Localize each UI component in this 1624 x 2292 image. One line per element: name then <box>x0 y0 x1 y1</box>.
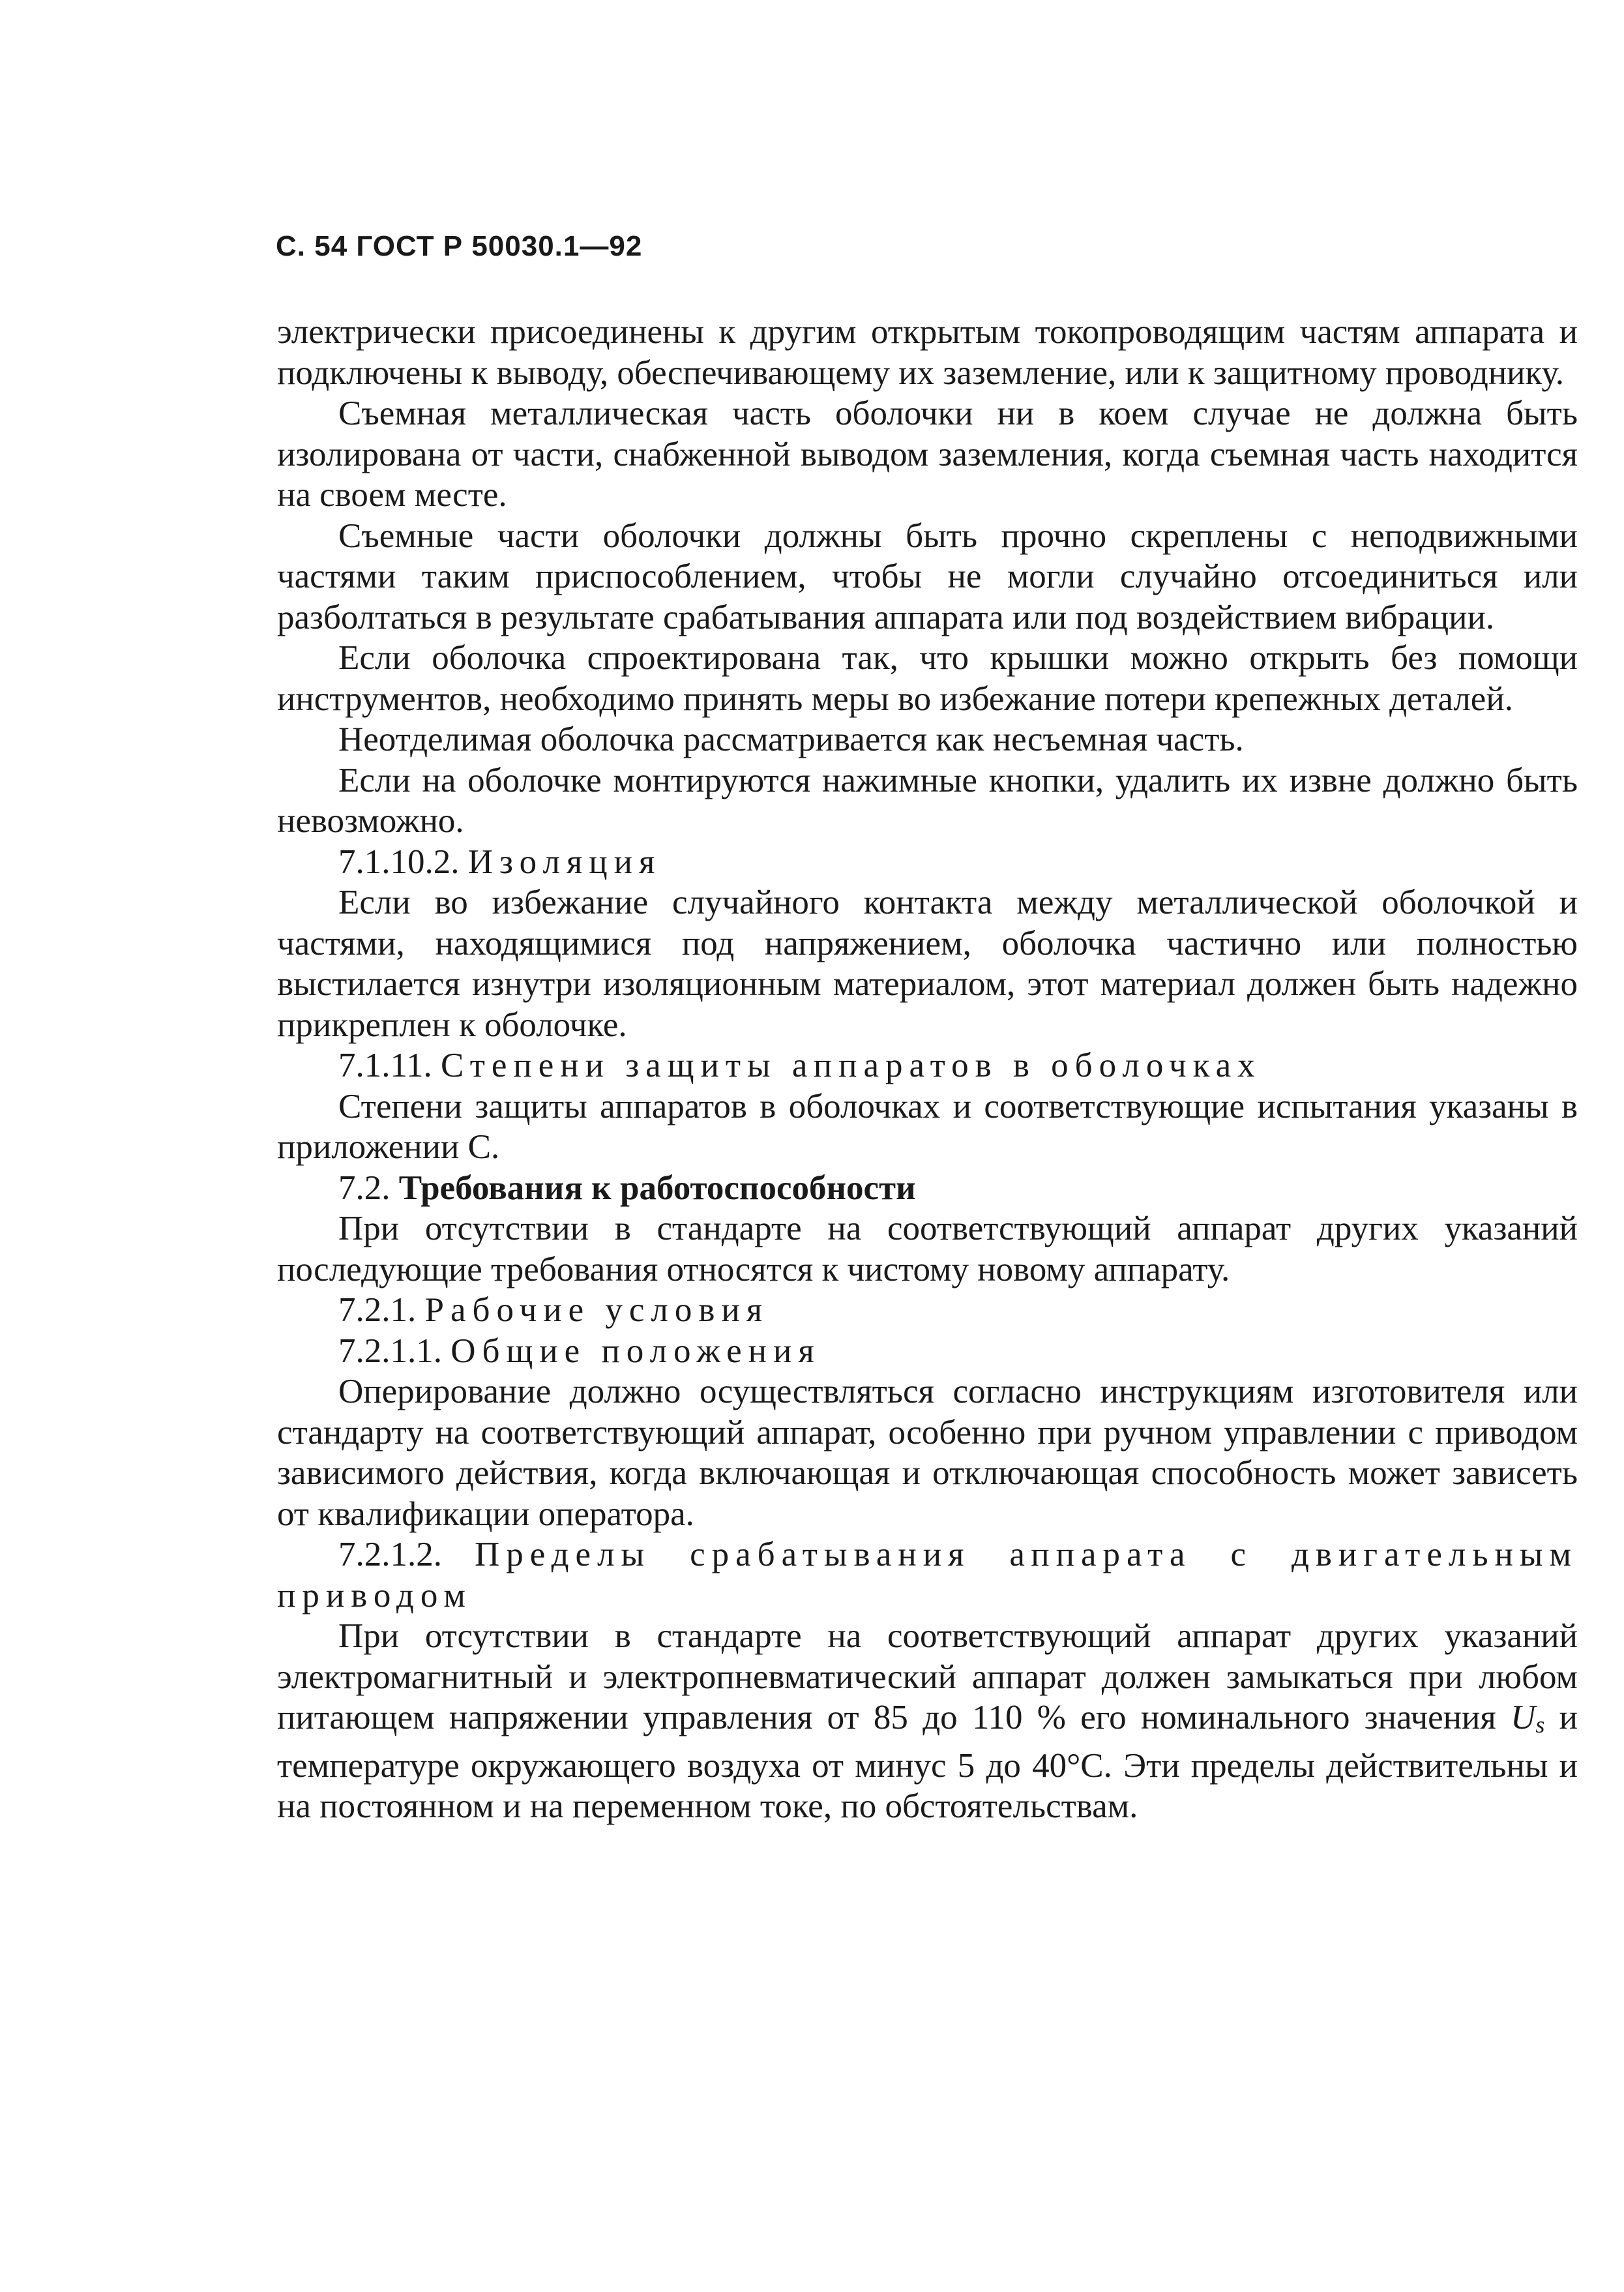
section-number: 7.1.11. <box>338 1047 432 1084</box>
paragraph: электрически присоединены к другим открытым токопроводящим частям аппарата и подключены к выводу, обеспечивающему их заземление, или к защитному проводнику. <box>277 313 1578 392</box>
paragraph: Оперирование должно осуществляться согласно инструкциям изготовителя или стандарту на соответствующий аппарат, особенно при ручном управлении с приводом зависимого действия, когда включающая и отключающая способность может зависеть от квалификации оператора. <box>277 1373 1578 1533</box>
section-number: 7.2.1.2. <box>338 1536 442 1573</box>
section-heading-7-1-11 <box>277 1045 1578 1086</box>
section-title: Пределы срабатывания аппарата с двигательным приводом <box>277 1536 1578 1615</box>
section-title: Рабочие условия <box>424 1291 769 1329</box>
paragraph: Съемная металлическая часть оболочки ни в коем случае не должна быть изолирована от части, снабженной выводом заземления, когда съемная часть находится на своем месте. <box>277 394 1578 514</box>
symbol-subscript: s <box>1535 1712 1545 1738</box>
paragraph: Если во избежание случайного контакта между металлической оболочкой и частями, находящимися под напряжением, оболочка частично или полностью выстилается изнутри изоляционным материалом, этот материал должен быть надежно прикреплен к оболочке. <box>277 884 1578 1044</box>
section-number: 7.2.1. <box>338 1291 417 1329</box>
section-heading-7-2-1-1 <box>277 1331 1578 1372</box>
paragraph: Неотделимая оболочка рассматривается как несъемная часть. <box>338 721 1244 758</box>
page-header: С. 54 ГОСТ Р 50030.1—92 <box>276 230 643 262</box>
document-body <box>277 312 1578 1827</box>
paragraph <box>277 1616 1578 1827</box>
section-title: Изоляция <box>467 842 662 881</box>
paragraph: При отсутствии в стандарте на соответствующий аппарат других указаний последующие требования относятся к чистому новому аппарату. <box>277 1210 1578 1288</box>
section-number: 7.2.1.1. <box>338 1332 442 1370</box>
section-heading-7-2-1 <box>277 1290 1578 1331</box>
section-number: 7.2. <box>338 1168 391 1207</box>
paragraph: Степени защиты аппаратов в оболочках и соответствующие испытания указаны в приложении С. <box>277 1087 1578 1166</box>
section-heading-7-2 <box>277 1168 1578 1209</box>
section-heading-7-1-10-2 <box>277 842 1578 883</box>
paragraph-text: и температуре окружающего воздуха от минус 5 до 40°С. Эти пределы действительны и на постоянном и на переменном токе, по обстоятельствам. <box>277 1699 1578 1825</box>
paragraph: Если на оболочке монтируются нажимные кнопки, удалить их извне должно быть невозможно. <box>277 761 1578 840</box>
paragraph: Если оболочка спроектирована так, что крышки можно открыть без помощи инструментов, необходимо принять меры во избежание потери крепежных деталей. <box>277 639 1578 718</box>
section-title: Общие положения <box>450 1332 821 1370</box>
section-title: Степени защиты аппаратов в оболочках <box>441 1047 1262 1084</box>
paragraph-text: При отсутствии в стандарте на соответствующий аппарат других указаний электромагнитный и электропневматический аппарат должен замыкаться при любом питающем напряжении управления от 85 до 110 % его номинального значения <box>277 1617 1578 1736</box>
section-heading-7-2-1-2 <box>277 1534 1578 1616</box>
paragraph: Съемные части оболочки должны быть прочно скреплены с неподвижными частями таким приспособлением, чтобы не могли случайно отсоединиться или разболтаться в результате срабатывания аппарата или под воздействием вибрации. <box>277 516 1578 636</box>
section-number: 7.1.10.2. <box>338 842 460 881</box>
symbol-voltage: U <box>1511 1699 1536 1736</box>
section-title: Требования к работоспособности <box>398 1168 916 1207</box>
